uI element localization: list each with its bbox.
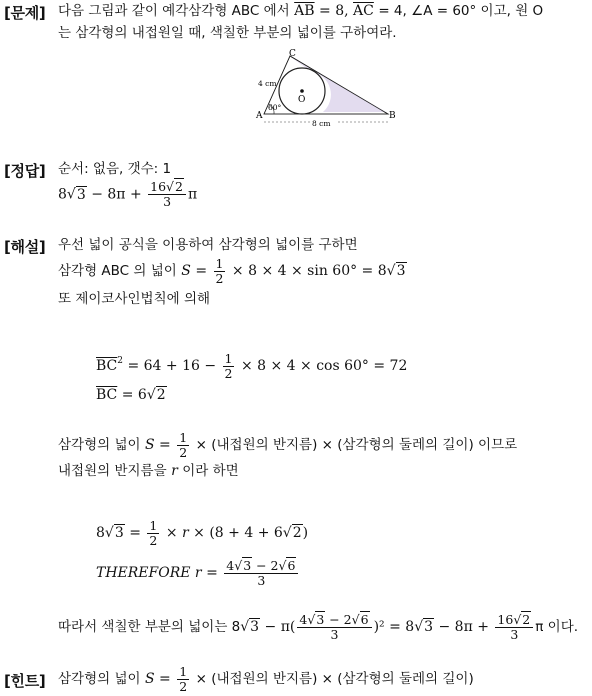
solution-section	[0, 236, 592, 654]
hint-section	[0, 663, 592, 696]
solution-eq-bc-squared: $\overline{BC}^2 = 64 + 16$ − $\frac{1}{2}$ × 8 × 4 × cos 60° = 72	[96, 350, 408, 381]
label-a: A	[256, 111, 263, 121]
problem-section	[0, 2, 592, 132]
problem-line-2: 는 삼각형의 내접원일 때, 색칠한 부분의 넓이를 구하여라.	[58, 25, 397, 41]
answer-tag: [정답]	[4, 162, 46, 180]
solution-line-6: 따라서 색칠한 부분의 넓이는 8√3 − π( $\frac{4√3 - 2√6}{3}$ )² = 8√3 − 8π + $\frac{16√2}{3}$ π 이다.	[58, 611, 579, 642]
label-ac: 4 cm	[258, 79, 277, 88]
solution-line-1: 우선 넓이 공식을 이용하여 삼각형의 넓이를 구하면	[58, 237, 358, 253]
solution-line-4: 삼각형의 넓이 S = $\frac{1}{2}$ × (내접원의 반지름) × (삼각형의 둘레의 길이) 이므로	[58, 429, 518, 460]
triangle-figure	[250, 48, 400, 128]
label-c: C	[289, 49, 296, 59]
solution-eq-radius: 8√3 = $\frac{1}{2}$ × r × (8 + 4 + 6√2)	[96, 517, 309, 548]
solution-line-3: 또 제이코사인법칙에 의해	[58, 291, 211, 307]
problem-line-1: 다음 그림과 같이 예각삼각형 ABC 에서 $\overline{AB} = 8$, $\overline{AC} = 4$, ∠A = 60° 이고, 원 O	[58, 3, 544, 19]
solution-line-5: 내접원의 반지름을 r 이라 하면	[58, 463, 239, 479]
solution-eq-bc: $\overline{BC} = 6√2$	[96, 387, 166, 403]
solution-tag: [해설]	[4, 238, 46, 256]
label-angle: 60°	[268, 103, 282, 112]
answer-expression: 8√3 − 8π + $\frac{16√2}{3}$ π	[58, 179, 198, 209]
solution-line-2: 삼각형 ABC 의 넓이 S = $\frac{1}{2}$ × 8 × 4 × sin 60° = 8√3	[58, 255, 406, 286]
label-b: B	[389, 111, 396, 121]
answer-section	[0, 160, 592, 220]
hint-text: 삼각형의 넓이 S = $\frac{1}{2}$ × (내접원의 반지름) × (삼각형의 둘레의 길이)	[58, 663, 474, 694]
solution-eq-therefore: THEREFORE r = $\frac{4√3 - 2√6}{3}$	[96, 556, 300, 590]
label-ab: 8 cm	[312, 119, 331, 128]
problem-tag: [문제]	[4, 4, 46, 22]
answer-order-count: 순서: 없음, 갯수: 1	[58, 161, 172, 177]
label-o: O	[298, 95, 306, 105]
hint-tag: [힌트]	[4, 672, 46, 690]
